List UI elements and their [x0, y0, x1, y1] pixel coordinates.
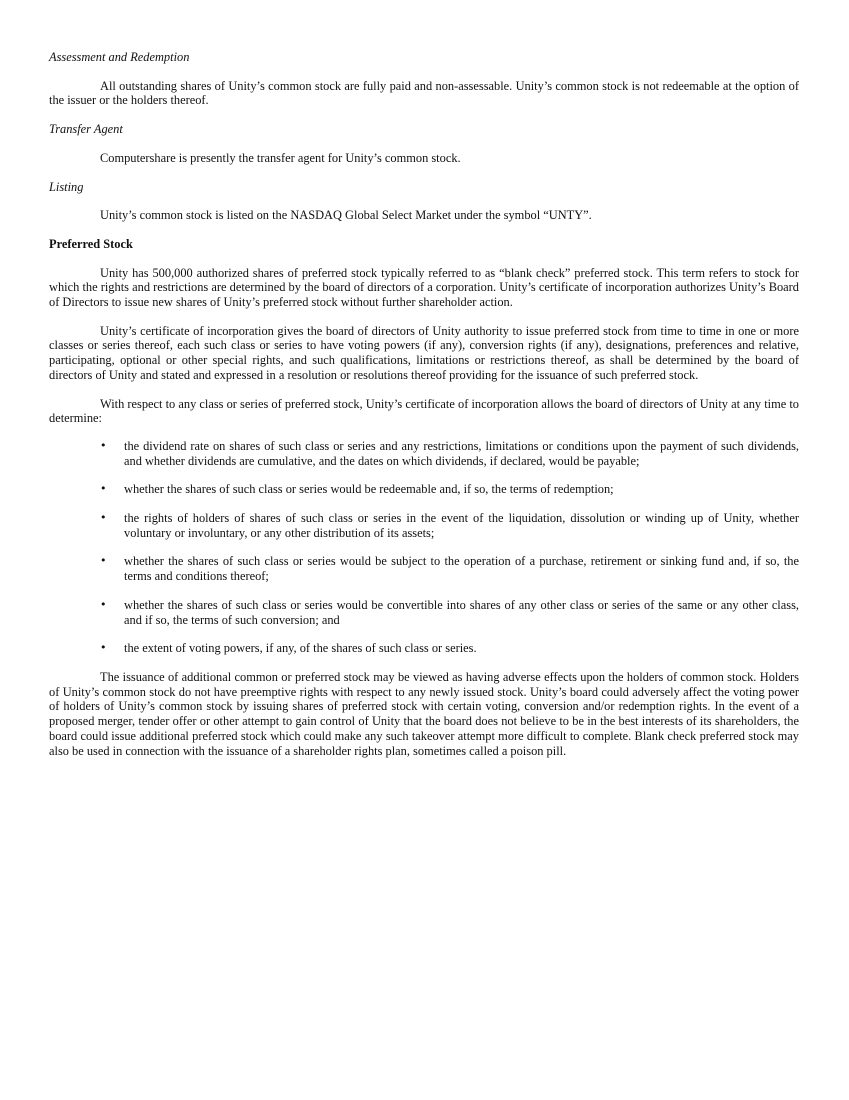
section-heading-assessment: Assessment and Redemption	[49, 50, 190, 64]
section-heading-transfer-agent: Transfer Agent	[49, 122, 123, 137]
preferred-stock-paragraph-2: Unity’s certificate of incorporation gives the board of directors of Unity authority to issue preferred stock from time to time in one or more classes or series thereof, each such class or series to have voting powers (if any), conversion rights (if any), designations, preferences and relative, participating, optional or other special rights, and such qualifications, limitations or restrictions thereof, as shall be determined by the board of directors of Unity and stated and expressed in a resolution or resolutions thereof providing for the issuance of such preferred stock.	[49, 323, 799, 382]
preferred-stock-bullet-list	[49, 439, 799, 656]
bullet-marker: •	[100, 597, 107, 611]
bullet-text: the dividend rate on shares of such class or series and any restrictions, limitations or conditions upon the payment of such dividends, and whether dividends are cumulative, and the dates on which dividends, if declared, would be payable;	[124, 438, 799, 468]
bullet-text: whether the shares of such class or series would be convertible into shares of any other class or series of the same or any other class, and if so, the terms of such conversion; and	[124, 597, 799, 627]
listing-paragraph: Unity’s common stock is listed on the NASDAQ Global Select Market under the symbol “UNTY”.	[100, 208, 592, 223]
section-heading-listing: Listing	[49, 179, 84, 194]
bullet-marker: •	[100, 482, 107, 496]
assessment-paragraph: All outstanding shares of Unity’s common stock are fully paid and non-assessable. Unity’s common stock is not redeemable at the option of the issuer or the holders thereof.	[49, 78, 799, 108]
bullet-text: whether the shares of such class or series would be subject to the operation of a purchase, retirement or sinking fund and, if so, the terms and conditions thereof;	[124, 554, 799, 584]
bullet-item-liquidation-rights	[49, 511, 799, 540]
bullet-marker: •	[100, 511, 107, 525]
preferred-stock-paragraph-4: The issuance of additional common or preferred stock may be viewed as having adverse effects upon the holders of common stock. Holders of Unity’s common stock do not have preemptive rights with respect to any newly issued stock. Unity’s board could adversely affect the voting power of holders of Unity’s common stock by issuing shares of preferred stock with certain voting, conversion and/or redemption rights. In the event of a proposed merger, tender offer or other attempt to gain control of Unity that the board does not believe to be in the best interests of its shareholders, the board could issue additional preferred stock which could make any such takeover attempt more difficult to complete. Blank check preferred stock may also be used in connection with the issuance of a shareholder rights plan, sometimes called a poison pill.	[49, 669, 799, 758]
transfer-agent-paragraph: Computershare is presently the transfer agent for Unity’s common stock.	[100, 150, 461, 165]
bullet-item-redemption	[49, 482, 799, 497]
bullet-text: the extent of voting powers, if any, of the shares of such class or series.	[124, 641, 477, 656]
bullet-item-sinking-fund	[49, 554, 799, 583]
bullet-marker: •	[100, 641, 107, 655]
section-heading-preferred-stock: Preferred Stock	[49, 236, 133, 251]
bullet-marker: •	[100, 438, 107, 452]
preferred-stock-paragraph-3: With respect to any class or series of preferred stock, Unity’s certificate of incorporation allows the board of directors of Unity at any time to determine:	[49, 396, 799, 426]
bullet-text: the rights of holders of shares of such class or series in the event of the liquidation, dissolution or winding up of Unity, whether voluntary or involuntary, or any other distribution of its assets;	[124, 511, 799, 540]
bullet-marker: •	[100, 554, 107, 568]
preferred-stock-paragraph-1: Unity has 500,000 authorized shares of preferred stock typically referred to as “blank check” preferred stock. This term refers to stock for which the rights and restrictions are determined by the board of directors of a corporation. Unity’s certificate of incorporation authorizes Unity’s Board of Directors to issue new shares of Unity’s preferred stock without further shareholder action.	[49, 265, 799, 310]
bullet-item-voting-powers	[49, 641, 799, 656]
document-page	[49, 50, 799, 772]
bullet-item-conversion	[49, 598, 799, 627]
bullet-text: whether the shares of such class or series would be redeemable and, if so, the terms of redemption;	[124, 482, 614, 497]
bullet-item-dividend-rate	[49, 439, 799, 468]
